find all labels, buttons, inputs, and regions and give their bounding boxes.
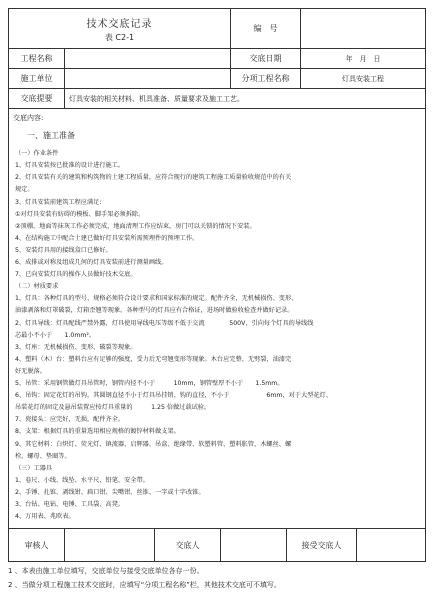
content-line: 8、支架：根据灯具的重量选用相应规格的镀锌材料做支架。: [15, 428, 180, 436]
technical-disclosure-form: [8, 8, 426, 562]
number-label: 编 号: [231, 9, 301, 48]
unit-row: [9, 69, 425, 89]
content-line: 7、瓷接头：应完好，无损，配件齐全。: [15, 416, 125, 424]
construction-unit-label: 施工单位: [9, 69, 65, 88]
signature-row: [9, 529, 425, 561]
content-line: 一、施工准备: [27, 131, 75, 140]
content-line: 规定。: [15, 186, 34, 194]
footer-note-1: 1 、本表由施工单位填写，交底单位与接受交底单位各存一份。: [8, 567, 204, 575]
content-line: （三）工器具: [15, 464, 53, 472]
content-section: [9, 109, 425, 529]
disclosure-date-value[interactable]: 年 月 日: [345, 54, 381, 63]
project-name-label: 工程名称: [9, 49, 65, 68]
project-row: [9, 49, 425, 69]
disclosure-date-label: 交底日期: [231, 49, 301, 68]
reviewer-label: 审核人: [9, 529, 65, 561]
content-line: 2、手锤、扎锥、剥线钳、扁口钳、尖嘴钳、丝锥、一字或十字改锥。: [15, 488, 205, 496]
content-line: 2、灯具导线：灯具配线严禁外露，灯具使用导线电压等级不低于交流 500V，引向每个灯具的导线线: [15, 319, 314, 327]
content-line: 6、吊钩：固定花灯的吊钩，其圆钢直径不小于灯具吊挂销、钩的直径，不小于 6mm，对于大型花灯、: [15, 392, 332, 400]
discloser-label: 交底人: [155, 529, 221, 561]
content-line: 5、吊管：采用钢管做灯具吊管时，钢管内径不小于 10mm，钢管壁厚不小于 1.5mm。: [15, 380, 284, 387]
content-line: （一）作业条件: [15, 150, 59, 158]
content-line: （二）材质要求: [15, 283, 59, 291]
content-line: 4、万用表、兆欧表。: [15, 513, 75, 521]
content-line: 1、灯具安装按已批准的设计进行施工。: [15, 162, 125, 170]
project-name-field[interactable]: [65, 49, 231, 68]
form-title: 技术交底记录: [86, 18, 153, 30]
content-line: 3、台钻、电钻、电锤、工具袋、高凳。: [15, 501, 125, 508]
title-cell: [9, 9, 231, 48]
content-line: ①对灯具安装有妨碍的模板、脚手架必须拆除。: [15, 210, 145, 218]
content-line: 6、成排或对称及组成几何的灯具安装前进行测量画线。: [15, 259, 168, 266]
summary-value[interactable]: 灯具安装的相关材料、机具准备、质量要求及施工工艺。: [69, 94, 244, 103]
content-line: 4、塑料（木）台：塑料台应有足够的强度，受力后无弯翘变形等现象。木台应完整、无劈裂，油漆完: [15, 355, 292, 363]
summary-row: [9, 89, 425, 109]
content-line: 1、卷尺、小线、线坠、水平尺、铅笔、安全带。: [15, 476, 149, 484]
content-line: 吊装花灯的固定及悬吊装置应按灯具重量的 1.25 倍做过载试验。: [15, 404, 211, 412]
content-line: 油漆剥落和灯罩破裂，灯箱歪翘等现象。各种型号的灯具应有合格证，进场时做验收检查并做好记录。: [15, 307, 294, 315]
content-heading: 交底内容:: [13, 114, 44, 122]
header-row: [9, 9, 425, 49]
receiver-field[interactable]: [357, 529, 425, 561]
summary-label: 交底提要: [9, 89, 65, 108]
subproject-name-label: 分项工程名称: [231, 69, 301, 88]
content-line: 1、灯具：各种灯具的型号、规格必须符合设计要求和国家标准的规定。配件齐全，无机械损伤、变形、: [15, 295, 298, 303]
table-number: 表 C2-1: [104, 32, 135, 42]
content-line: ②顶棚、地面等抹灰工作必须完成，地面清理工作应结束，房门可以关锁的情况下安装。: [15, 222, 256, 230]
receiver-label: 接受交底人: [287, 529, 357, 561]
content-line: 7、已向安装灯具的操作人员做好技术交底。: [15, 271, 137, 279]
content-line: 芯最小不小于 1.0mm²。: [15, 331, 96, 339]
content-line: 3、灯座：无机械损伤、变形、破裂等现象。: [15, 343, 137, 351]
content-line: 9、其它材料：白炽灯、荧光灯、镇流器、启辉器、吊盒、绝缘带、软塑料管、塑料胀管、木螺丝、螺: [15, 440, 292, 448]
subproject-name-value[interactable]: 灯具安装工程: [342, 74, 384, 83]
content-line: 5、安装灯具用的接线盒口已修好。: [15, 246, 112, 254]
content-line: 栓、螺母、垫圈等。: [15, 452, 71, 460]
reviewer-field[interactable]: [65, 529, 155, 561]
content-line: 3、灯具安装前建筑工程应满足:: [15, 198, 102, 206]
footer-note-2: 2 、当做分项工程施工技术交底时，应填写“分项工程名称”栏，其他技术交底可不填写。: [8, 581, 281, 589]
content-line: 2、灯具安装有关的建筑和构筑物的土建工程质量，应符合现行的建筑工程施工质量验收规范中的有关: [15, 174, 292, 182]
content-line: 好无脱落。: [15, 367, 46, 375]
discloser-field[interactable]: [221, 529, 287, 561]
content-line: 4、在结构施工中配合土建已做好灯具安装所需预埋件的预埋工作。: [15, 234, 199, 242]
number-value-field[interactable]: [301, 9, 425, 48]
construction-unit-field[interactable]: [65, 69, 231, 88]
